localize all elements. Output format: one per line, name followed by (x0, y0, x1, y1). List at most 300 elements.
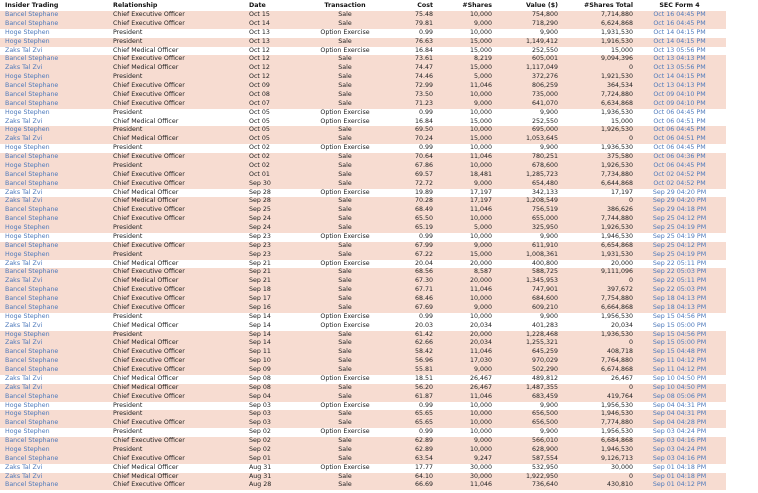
insider-name-link[interactable]: Bancel Stephane (0, 357, 113, 366)
relationship: Chief Executive Officer (113, 268, 249, 277)
shares-total: 1,956,530 (600, 312, 633, 320)
insider-name-link[interactable]: Zaks Tal Zvi (5, 188, 43, 196)
insider-name-link[interactable]: Hoge Stephen (0, 126, 113, 135)
date: Aug 28 (249, 481, 299, 490)
sec-form-4-link[interactable]: Sep 01 04:18 PM (652, 463, 707, 471)
insider-name-link[interactable]: Zaks Tal Zvi (0, 339, 113, 348)
insider-name-link[interactable]: Hoge Stephen (0, 446, 113, 455)
sec-form-4-link[interactable]: Oct 14 04:15 PM (653, 28, 706, 36)
table-row (0, 73, 726, 82)
sec-form-4-link[interactable]: Sep 11 04:12 PM (633, 357, 726, 366)
insider-name-link[interactable]: Hoge Stephen (0, 224, 113, 233)
shares: 11,046 (433, 82, 492, 91)
insider-name-link[interactable]: Bancel Stephane (0, 295, 113, 304)
cost: 62.66 (391, 339, 433, 348)
sec-form-4-link[interactable]: Oct 06 04:36 PM (633, 153, 726, 162)
relationship: President (113, 73, 249, 82)
shares: 10,000 (433, 126, 492, 135)
header-value: Value ($) (525, 2, 558, 9)
sec-form-4-link[interactable]: Sep 22 05:03 PM (633, 268, 726, 277)
shares-total: 1,936,530 (558, 331, 633, 340)
sec-form-4-link[interactable]: Sep 11 04:12 PM (633, 366, 726, 375)
value: 655,000 (492, 215, 558, 224)
cost: 0.99 (418, 28, 433, 36)
transaction: Sale (299, 304, 391, 313)
insider-name-link[interactable]: Bancel Stephane (0, 437, 113, 446)
insider-name-link[interactable]: Hoge Stephen (0, 162, 113, 171)
shares: 10,000 (433, 91, 492, 100)
relationship: President (113, 232, 143, 240)
sec-form-4-link[interactable]: Oct 02 04:52 PM (633, 180, 726, 189)
sec-form-4-link[interactable]: Oct 09 04:10 PM (633, 100, 726, 109)
sec-form-4-link[interactable]: Sep 25 04:12 PM (633, 242, 726, 251)
date: Oct 05 (249, 126, 299, 135)
shares-total: 419,764 (558, 393, 633, 402)
cost: 73.50 (391, 91, 433, 100)
value: 628,900 (492, 446, 558, 455)
sec-form-4-link[interactable]: Sep 03 04:16 PM (633, 455, 726, 464)
sec-form-4-link[interactable]: Sep 10 04:50 PM (633, 384, 726, 393)
cost: 68.56 (391, 268, 433, 277)
sec-form-4-link[interactable]: Sep 04 04:28 PM (633, 419, 726, 428)
insider-name-link[interactable]: Zaks Tal Zvi (5, 321, 43, 329)
value: 806,259 (492, 82, 558, 91)
insider-name-link[interactable]: Hoge Stephen (5, 232, 50, 240)
table-row (0, 224, 726, 233)
shares-total: 1,926,530 (558, 162, 633, 171)
table-header-row (0, 0, 726, 11)
transaction: Sale (299, 73, 391, 82)
cost: 0.99 (418, 312, 433, 320)
sec-form-4-link[interactable]: Sep 25 04:19 PM (633, 251, 726, 260)
cost: 67.86 (391, 162, 433, 171)
relationship: Chief Executive Officer (113, 348, 249, 357)
date: Oct 02 (249, 162, 299, 171)
transaction: Sale (299, 251, 391, 260)
insider-name-link[interactable]: Hoge Stephen (5, 108, 50, 116)
sec-form-4-link[interactable]: Oct 06 04:51 PM (633, 135, 726, 144)
cost: 68.49 (391, 206, 433, 215)
date: Sep 01 (249, 455, 299, 464)
cost: 67.69 (391, 304, 433, 313)
value: 587,554 (492, 455, 558, 464)
value: 372,276 (492, 73, 558, 82)
transaction: Sale (299, 393, 391, 402)
transaction: Sale (299, 126, 391, 135)
transaction: Sale (299, 171, 391, 180)
table-body (0, 11, 726, 490)
insider-name-link[interactable]: Bancel Stephane (0, 268, 113, 277)
sec-form-4-link[interactable]: Sep 01 04:12 PM (633, 481, 726, 490)
shares-total: 0 (558, 339, 633, 348)
sec-form-4-link[interactable]: Oct 13 05:56 PM (633, 64, 726, 73)
insider-name-link[interactable]: Hoge Stephen (5, 401, 50, 409)
sec-form-4-link[interactable]: Sep 29 04:18 PM (633, 206, 726, 215)
date: Sep 21 (249, 277, 299, 286)
value: 9,900 (539, 28, 558, 36)
shares-total: 26,467 (610, 374, 633, 382)
shares: 10,000 (433, 162, 492, 171)
insider-name-link[interactable]: Hoge Stephen (0, 251, 113, 260)
insider-name-link[interactable]: Bancel Stephane (0, 100, 113, 109)
shares-total: 7,774,880 (558, 419, 633, 428)
insider-name-link[interactable]: Bancel Stephane (0, 91, 113, 100)
sec-form-4-link[interactable]: Oct 13 04:13 PM (633, 82, 726, 91)
cost: 16.84 (414, 46, 433, 54)
cost: 74.46 (391, 73, 433, 82)
shares: 11,046 (433, 348, 492, 357)
sec-form-4-link[interactable]: Oct 06 04:45 PM (633, 126, 726, 135)
insider-name-link[interactable]: Hoge Stephen (5, 28, 50, 36)
cost: 18.51 (414, 374, 433, 382)
shares-total: 17,197 (610, 188, 633, 196)
sec-form-4-link[interactable]: Oct 06 04:45 PM (653, 144, 706, 152)
table-row (0, 402, 726, 411)
date: Oct 05 (249, 117, 270, 125)
sec-form-4-link[interactable]: Sep 01 04:18 PM (633, 473, 726, 482)
relationship: Chief Medical Officer (113, 135, 249, 144)
transaction: Option Exercise (320, 232, 370, 240)
shares: 15,000 (433, 38, 492, 47)
sec-form-4-link[interactable]: Sep 18 04:13 PM (633, 304, 726, 313)
relationship: Chief Executive Officer (113, 286, 249, 295)
shares: 9,000 (433, 366, 492, 375)
shares: 11,046 (433, 286, 492, 295)
cost: 0.99 (418, 232, 433, 240)
transaction: Sale (299, 419, 391, 428)
sec-form-4-link[interactable]: Sep 22 05:11 PM (633, 277, 726, 286)
insider-name-link[interactable]: Zaks Tal Zvi (5, 259, 43, 267)
sec-form-4-link[interactable]: Sep 25 04:12 PM (633, 215, 726, 224)
shares-total: 1,921,530 (558, 73, 633, 82)
relationship: Chief Executive Officer (113, 100, 249, 109)
relationship: Chief Executive Officer (113, 437, 249, 446)
shares-total: 1,946,530 (558, 446, 633, 455)
transaction: Sale (299, 82, 391, 91)
cost: 17.77 (414, 463, 433, 471)
insider-name-link[interactable]: Zaks Tal Zvi (0, 64, 113, 73)
date: Sep 03 (249, 401, 271, 409)
table-row (0, 437, 726, 446)
relationship: Chief Executive Officer (113, 366, 249, 375)
cost: 66.69 (391, 481, 433, 490)
sec-form-4-link[interactable]: Sep 04 04:31 PM (633, 410, 726, 419)
insider-name-link[interactable]: Bancel Stephane (0, 20, 113, 29)
table-row (0, 242, 726, 251)
shares-total: 0 (558, 64, 633, 73)
date: Oct 12 (249, 64, 299, 73)
relationship: Chief Executive Officer (113, 215, 249, 224)
shares: 8,587 (433, 268, 492, 277)
sec-form-4-link[interactable]: Sep 03 04:24 PM (633, 446, 726, 455)
cost: 65.19 (391, 224, 433, 233)
header-shares: #Shares (462, 2, 492, 9)
sec-form-4-link[interactable]: Sep 10 04:50 PM (652, 374, 707, 382)
shares: 9,000 (433, 437, 492, 446)
insider-name-link[interactable]: Bancel Stephane (0, 455, 113, 464)
sec-form-4-link[interactable]: Oct 06 04:45 PM (653, 108, 706, 116)
shares: 17,197 (433, 197, 492, 206)
insider-name-link[interactable]: Hoge Stephen (0, 73, 113, 82)
value: 1,208,549 (492, 197, 558, 206)
sec-form-4-link[interactable]: Oct 02 04:52 PM (633, 171, 726, 180)
transaction: Option Exercise (320, 401, 370, 409)
table-row (0, 206, 726, 215)
insider-name-link[interactable]: Bancel Stephane (0, 82, 113, 91)
relationship: President (113, 38, 249, 47)
shares-total: 7,714,880 (558, 11, 633, 20)
sec-form-4-link[interactable]: Oct 16 04:45 PM (633, 11, 726, 20)
insider-name-link[interactable]: Bancel Stephane (0, 171, 113, 180)
sec-form-4-link[interactable]: Sep 15 05:00 PM (633, 339, 726, 348)
table-row (0, 419, 726, 428)
shares-total: 375,580 (558, 153, 633, 162)
value: 401,283 (531, 321, 558, 329)
value: 9,900 (539, 232, 558, 240)
shares: 10,000 (433, 11, 492, 20)
table-row (0, 393, 726, 402)
relationship: Chief Executive Officer (113, 357, 249, 366)
cost: 72.99 (391, 82, 433, 91)
sec-form-4-link[interactable]: Sep 04 04:31 PM (652, 401, 707, 409)
table-row (0, 29, 726, 38)
transaction: Sale (299, 64, 391, 73)
transaction: Sale (299, 366, 391, 375)
transaction: Sale (299, 295, 391, 304)
value: 252,550 (531, 46, 558, 54)
insider-name-link[interactable]: Bancel Stephane (0, 215, 113, 224)
insider-name-link[interactable]: Bancel Stephane (0, 304, 113, 313)
shares-total: 30,000 (610, 463, 633, 471)
table-row (0, 91, 726, 100)
sec-form-4-link[interactable]: Sep 25 04:19 PM (652, 232, 707, 240)
shares: 10,000 (433, 446, 492, 455)
cost: 0.99 (418, 108, 433, 116)
insider-name-link[interactable]: Zaks Tal Zvi (0, 277, 113, 286)
relationship: Chief Executive Officer (113, 11, 249, 20)
date: Oct 09 (249, 82, 299, 91)
shares: 10,000 (469, 232, 492, 240)
table-row (0, 357, 726, 366)
table-row (0, 286, 726, 295)
sec-form-4-link[interactable]: Sep 15 04:56 PM (633, 331, 726, 340)
transaction: Sale (299, 473, 391, 482)
shares: 10,000 (469, 401, 492, 409)
sec-form-4-link[interactable]: Sep 22 05:03 PM (633, 286, 726, 295)
insider-name-link[interactable]: Bancel Stephane (0, 366, 113, 375)
relationship: President (113, 224, 249, 233)
value: 1,922,950 (492, 473, 558, 482)
header-relationship: Relationship (113, 2, 158, 9)
value: 1,053,645 (492, 135, 558, 144)
sec-form-4-link[interactable]: Oct 06 04:45 PM (633, 162, 726, 171)
insider-name-link[interactable]: Zaks Tal Zvi (5, 117, 43, 125)
value: 747,901 (492, 286, 558, 295)
insider-name-link[interactable]: Zaks Tal Zvi (0, 135, 113, 144)
relationship: Chief Medical Officer (113, 277, 249, 286)
insider-name-link[interactable]: Bancel Stephane (0, 348, 113, 357)
table-row (0, 260, 726, 269)
insider-name-link[interactable]: Bancel Stephane (0, 55, 113, 64)
sec-form-4-link[interactable]: Sep 03 04:16 PM (633, 437, 726, 446)
sec-form-4-link[interactable]: Oct 14 04:15 PM (633, 38, 726, 47)
value: 566,010 (492, 437, 558, 446)
cost: 64.10 (391, 473, 433, 482)
insider-name-link[interactable]: Bancel Stephane (0, 180, 113, 189)
value: 489,812 (531, 374, 558, 382)
transaction: Option Exercise (320, 259, 370, 267)
transaction: Sale (299, 455, 391, 464)
insider-name-link[interactable]: Hoge Stephen (0, 38, 113, 47)
sec-form-4-link[interactable]: Oct 16 04:45 PM (633, 20, 726, 29)
cost: 67.22 (391, 251, 433, 260)
cost: 71.23 (391, 100, 433, 109)
insider-name-link[interactable]: Bancel Stephane (0, 393, 113, 402)
cost: 70.28 (391, 197, 433, 206)
cost: 67.71 (391, 286, 433, 295)
cost: 68.46 (391, 295, 433, 304)
insider-name-link[interactable]: Hoge Stephen (5, 428, 50, 436)
sec-form-4-link[interactable]: Sep 15 04:56 PM (652, 312, 707, 320)
shares-total: 7,734,880 (558, 171, 633, 180)
insider-name-link[interactable]: Zaks Tal Zvi (5, 463, 43, 471)
shares-total: 20,000 (610, 259, 633, 267)
date: Oct 02 (249, 153, 299, 162)
date: Sep 21 (249, 268, 299, 277)
relationship: Chief Executive Officer (113, 206, 249, 215)
date: Oct 05 (249, 135, 299, 144)
insider-name-link[interactable]: Hoge Stephen (5, 144, 50, 152)
date: Oct 14 (249, 20, 299, 29)
table-row (0, 313, 726, 322)
insider-name-link[interactable]: Bancel Stephane (0, 286, 113, 295)
sec-form-4-link[interactable]: Sep 25 04:19 PM (633, 224, 726, 233)
relationship: Chief Medical Officer (113, 374, 179, 382)
sec-form-4-link[interactable]: Sep 22 05:11 PM (652, 259, 707, 267)
shares: 9,000 (433, 20, 492, 29)
cost: 61.87 (391, 393, 433, 402)
insider-name-link[interactable]: Bancel Stephane (0, 481, 113, 490)
value: 756,519 (492, 206, 558, 215)
insider-name-link[interactable]: Hoge Stephen (0, 410, 113, 419)
cost: 72.72 (391, 180, 433, 189)
cost: 62.89 (391, 437, 433, 446)
insider-name-link[interactable]: Zaks Tal Zvi (0, 197, 113, 206)
date: Sep 08 (249, 374, 271, 382)
transaction: Sale (299, 100, 391, 109)
shares-total: 0 (558, 384, 633, 393)
table-row (0, 20, 726, 29)
table-row (0, 135, 726, 144)
sec-form-4-link[interactable]: Sep 08 05:06 PM (633, 393, 726, 402)
shares: 11,046 (433, 481, 492, 490)
shares: 10,000 (469, 108, 492, 116)
sec-form-4-link[interactable]: Oct 09 04:10 PM (633, 91, 726, 100)
transaction: Sale (299, 268, 391, 277)
relationship: Chief Medical Officer (113, 463, 179, 471)
shares: 17,030 (433, 357, 492, 366)
sec-form-4-link[interactable]: Oct 06 04:51 PM (653, 117, 706, 125)
cost: 19.89 (414, 188, 433, 196)
insider-name-link[interactable]: Bancel Stephane (0, 11, 113, 20)
sec-form-4-link[interactable]: Sep 29 04:20 PM (652, 188, 707, 196)
sec-form-4-link[interactable]: Sep 15 04:48 PM (633, 348, 726, 357)
value: 9,900 (539, 108, 558, 116)
table-row (0, 384, 726, 393)
cost: 65.50 (391, 215, 433, 224)
table-row (0, 233, 726, 242)
cost: 16.84 (414, 117, 433, 125)
value: 9,900 (539, 428, 558, 436)
insider-name-link[interactable]: Zaks Tal Zvi (5, 46, 43, 54)
sec-form-4-link[interactable]: Sep 29 04:20 PM (633, 197, 726, 206)
value: 9,900 (539, 401, 558, 409)
shares: 10,000 (433, 410, 492, 419)
insider-name-link[interactable]: Hoge Stephen (0, 331, 113, 340)
relationship: President (113, 126, 249, 135)
value: 678,600 (492, 162, 558, 171)
insider-name-link[interactable]: Bancel Stephane (0, 242, 113, 251)
shares-total: 1,956,530 (600, 428, 633, 436)
shares: 20,034 (469, 321, 492, 329)
shares-total: 1,936,530 (600, 108, 633, 116)
sec-form-4-link[interactable]: Sep 03 04:24 PM (652, 428, 707, 436)
insider-name-link[interactable]: Hoge Stephen (5, 312, 50, 320)
sec-form-4-link[interactable]: Sep 18 04:13 PM (633, 295, 726, 304)
insider-name-link[interactable]: Zaks Tal Zvi (0, 473, 113, 482)
insider-name-link[interactable]: Bancel Stephane (0, 419, 113, 428)
insider-name-link[interactable]: Zaks Tal Zvi (0, 384, 113, 393)
table-row (0, 339, 726, 348)
shares-total: 0 (558, 197, 633, 206)
shares-total: 6,624,868 (558, 20, 633, 29)
cost: 67.30 (391, 277, 433, 286)
cost: 76.63 (391, 38, 433, 47)
transaction: Option Exercise (320, 428, 370, 436)
table-row (0, 295, 726, 304)
transaction: Sale (299, 331, 391, 340)
shares: 17,197 (469, 188, 492, 196)
relationship: Chief Medical Officer (113, 473, 249, 482)
sec-form-4-link[interactable]: Oct 14 04:15 PM (633, 73, 726, 82)
insider-name-link[interactable]: Bancel Stephane (0, 206, 113, 215)
date: Aug 31 (249, 473, 299, 482)
shares-total: 386,626 (558, 206, 633, 215)
shares: 10,000 (433, 419, 492, 428)
shares-total: 6,634,868 (558, 100, 633, 109)
shares: 8,219 (433, 55, 492, 64)
value: 1,345,953 (492, 277, 558, 286)
sec-form-4-link[interactable]: Oct 13 05:56 PM (653, 46, 706, 54)
insider-name-link[interactable]: Zaks Tal Zvi (5, 374, 43, 382)
sec-form-4-link[interactable]: Sep 15 05:00 PM (652, 321, 707, 329)
cost: 70.24 (391, 135, 433, 144)
table-row (0, 446, 726, 455)
shares-total: 1,931,530 (600, 28, 633, 36)
table-row (0, 109, 726, 118)
shares-total: 1,956,530 (600, 401, 633, 409)
insider-name-link[interactable]: Bancel Stephane (0, 153, 113, 162)
sec-form-4-link[interactable]: Oct 13 04:13 PM (633, 55, 726, 64)
header-insider-trading: Insider Trading (5, 2, 59, 9)
relationship: Chief Medical Officer (113, 188, 179, 196)
shares-total: 1,946,530 (600, 232, 633, 240)
table-row (0, 64, 726, 73)
relationship: President (113, 28, 143, 36)
shares-total: 6,684,868 (558, 437, 633, 446)
shares: 9,000 (433, 304, 492, 313)
cost: 73.61 (391, 55, 433, 64)
